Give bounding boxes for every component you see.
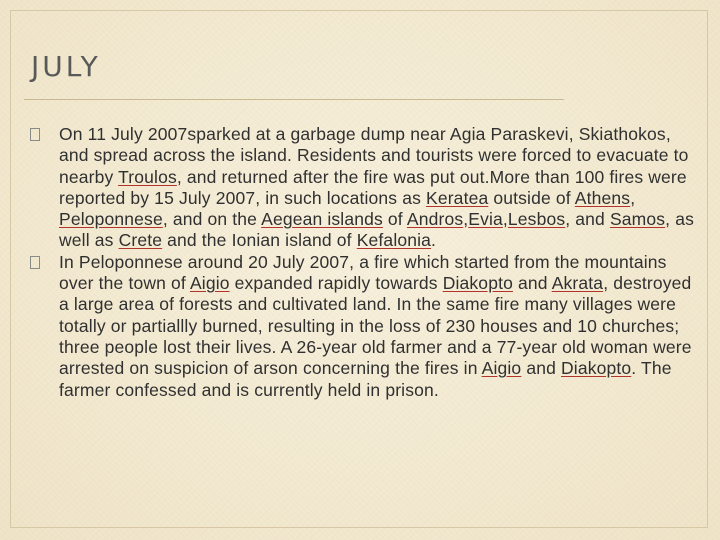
text-run: . [431, 230, 437, 251]
hyperlink[interactable]: Lesbos [507, 209, 566, 230]
text-run: , [502, 209, 508, 230]
hyperlink[interactable]: Keratea [426, 187, 489, 208]
bullet-list [30, 124, 702, 401]
text-run: expanded rapidly towards [229, 273, 443, 294]
hyperlink[interactable]: Diakopto [561, 358, 632, 379]
bullet-icon [30, 256, 40, 269]
bullet-text [59, 252, 692, 400]
text-run: , [463, 209, 469, 230]
bullet-item [30, 124, 702, 252]
hyperlink[interactable]: Samos [609, 209, 666, 230]
text-run: In Peloponnese around 20 July 2007, a fire which started from the mountains over the town of [59, 251, 667, 294]
hyperlink[interactable]: Aegean islands [261, 209, 383, 230]
hyperlink[interactable]: Evia [468, 209, 503, 230]
text-run: , and [565, 209, 610, 230]
hyperlink[interactable]: Andros [406, 209, 464, 230]
hyperlink[interactable]: Kefalonia [356, 230, 432, 251]
text-run: and [521, 358, 562, 379]
text-run: , and returned after the fire was put out.More than 100 fires were reported by 15 July 2007, in such locations as [59, 166, 687, 208]
text-run: , and on the [162, 209, 262, 230]
bullet-text [59, 124, 694, 250]
bullet-icon [30, 128, 40, 141]
slide-title: JULY [31, 50, 101, 83]
hyperlink[interactable]: Crete [118, 230, 163, 251]
text-run: of [382, 209, 407, 230]
hyperlink[interactable]: Athens [574, 187, 631, 208]
text-run: and the Ionian island of [162, 230, 357, 251]
text-run: , destroyed a large area of forests and cultivated land. In the same fire many villages were totally or partiallly burned, resulting in the loss of 230 houses and 10 churches; three people lost their lives. A 26-year old farmer and a 77-year old woman were arrested on suspicion of arson concerning the fires in [59, 273, 692, 379]
hyperlink[interactable]: Diakopto [442, 273, 513, 294]
hyperlink[interactable]: Aigio [189, 273, 230, 294]
text-run: On 11 July 2007sparked at a garbage dump near Agia Paraskevi, Skiathokos, and spread across the island. Residents and tourists were forced to evacuate to nearby [59, 124, 689, 187]
hyperlink[interactable]: Aigio [481, 358, 522, 379]
text-run: , as well as [59, 209, 694, 251]
hyperlink[interactable]: Akrata [551, 273, 604, 294]
text-run: and [512, 273, 552, 294]
hyperlink[interactable]: Troulos [118, 166, 177, 187]
hyperlink[interactable]: Peloponnese [59, 209, 163, 230]
bullet-item [30, 252, 702, 401]
text-run: outside of [488, 187, 575, 208]
title-divider [24, 99, 564, 100]
text-run: , [630, 187, 636, 208]
text-run: . The farmer confessed and is currently held in prison. [59, 358, 672, 400]
